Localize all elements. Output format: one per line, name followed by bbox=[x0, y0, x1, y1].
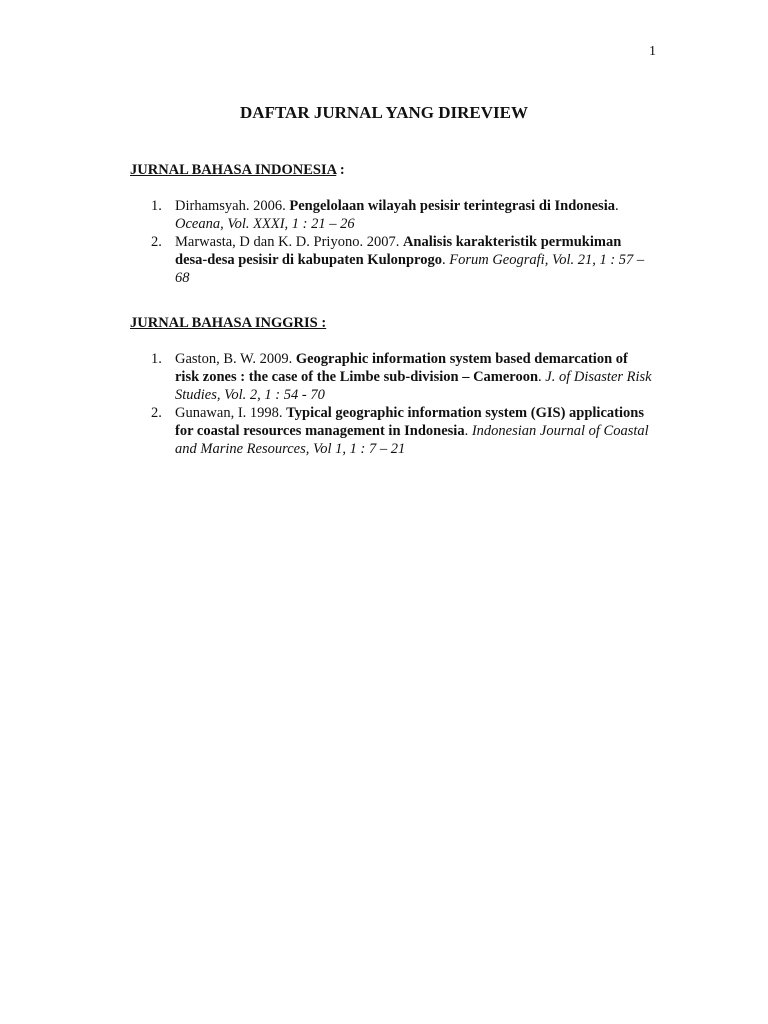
reference-title: Pengelolaan wilayah pesisir terintegrasi di Indonesia bbox=[289, 198, 615, 214]
reference-authors-year: Gaston, B. W. 2009. bbox=[175, 351, 296, 367]
reference-separator: . bbox=[538, 369, 546, 385]
reference-separator: . bbox=[464, 423, 472, 439]
reference-authors-year: Dirhamsyah. 2006. bbox=[175, 198, 290, 214]
reference-item bbox=[130, 404, 655, 458]
reference-title: Analisis karakteristik permukiman desa-desa pesisir di kabupaten Kulonprogo bbox=[175, 234, 622, 268]
reference-source: J. of Disaster Risk Studies, Vol. 2, 1 : 54 - 70 bbox=[175, 369, 652, 403]
reference-source: Oceana, Vol. XXXI, 1 : 21 – 26 bbox=[175, 216, 355, 232]
reference-source: Indonesian Journal of Coastal and Marine Resources, Vol 1, 1 : 7 – 21 bbox=[175, 423, 649, 457]
reference-separator: . bbox=[614, 198, 619, 214]
reference-number: 1. bbox=[151, 351, 162, 367]
section-english-journals bbox=[130, 314, 655, 458]
reference-list bbox=[130, 350, 655, 458]
reference-item bbox=[130, 233, 655, 287]
section-heading bbox=[130, 314, 655, 332]
reference-number: 1. bbox=[151, 198, 162, 214]
reference-separator: . bbox=[441, 252, 450, 268]
reference-item bbox=[130, 197, 655, 233]
reference-item bbox=[130, 350, 655, 404]
reference-number: 2. bbox=[151, 234, 162, 250]
reference-number: 2. bbox=[151, 405, 162, 421]
reference-authors-year: Marwasta, D dan K. D. Priyono. 2007. bbox=[175, 234, 403, 250]
reference-list bbox=[130, 197, 655, 287]
page-number: 1 bbox=[649, 44, 656, 59]
reference-source: Forum Geografi, Vol. 21, 1 : 57 – 68 bbox=[175, 252, 645, 286]
section-indonesian-journals bbox=[130, 161, 655, 287]
reference-title: Geographic information system based demarcation of risk zones : the case of the Limbe sub-division – Cameroon bbox=[175, 351, 628, 385]
reference-title: Typical geographic information system (GIS) applications for coastal resources management in Indonesia bbox=[175, 405, 644, 439]
section-heading bbox=[130, 161, 655, 179]
section-heading-text: JURNAL BAHASA INDONESIA bbox=[130, 162, 337, 178]
section-heading-suffix: : bbox=[336, 162, 345, 178]
document-title: DAFTAR JURNAL YANG DIREVIEW bbox=[240, 103, 528, 122]
section-heading-text: JURNAL BAHASA INGGRIS : bbox=[130, 315, 327, 331]
reference-authors-year: Gunawan, I. 1998. bbox=[175, 405, 287, 421]
